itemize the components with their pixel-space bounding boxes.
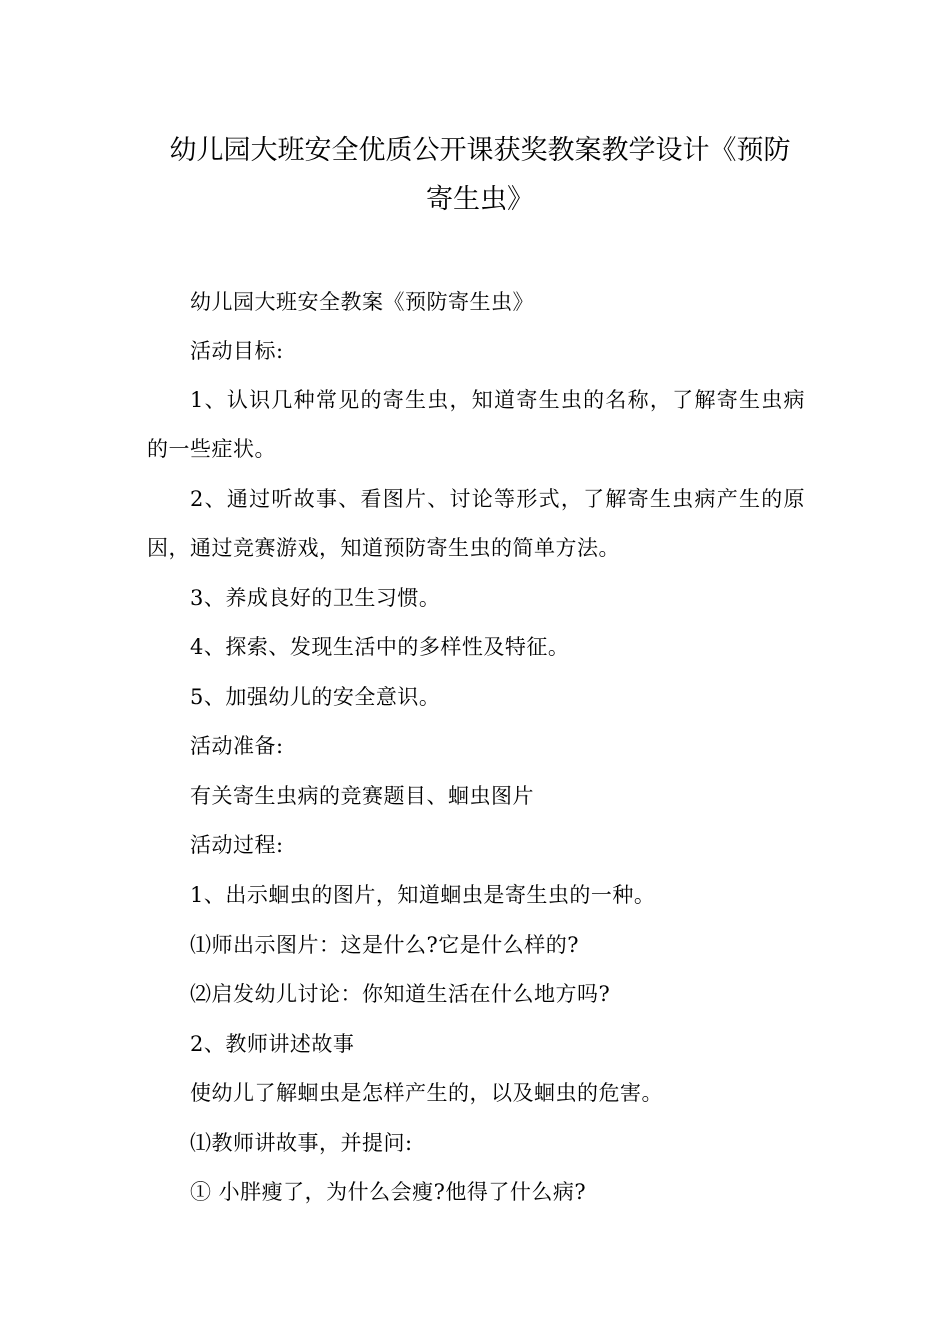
objective-3-line: 3、养成良好的卫生习惯。 <box>190 586 441 610</box>
objective-2-line-2: 因，通过竞赛游戏，知道预防寄生虫的简单方法。 <box>147 536 620 560</box>
process-step-1-sub-1-line: ⑴师出示图片：这是什么?它是什么样的? <box>190 933 580 957</box>
objective-4-line: 4、探索、发现生活中的多样性及特征。 <box>190 635 570 659</box>
document-title-line-1: 幼儿园大班安全优质公开课获奖教案教学设计《预防 <box>169 135 791 166</box>
document-title-line-2: 寄生虫》 <box>426 184 534 215</box>
process-step-2-line: 2、教师讲述故事 <box>190 1032 355 1056</box>
objective-5-line: 5、加强幼儿的安全意识。 <box>190 685 441 709</box>
process-step-1-sub-2-line: ⑵启发幼儿讨论：你知道生活在什么地方吗? <box>190 982 611 1006</box>
section-heading-process: 活动过程: <box>190 833 284 857</box>
objective-2-line-1: 2、通过听故事、看图片、讨论等形式，了解寄生虫病产生的原 <box>190 487 805 511</box>
process-step-2-sub-1-line: ⑴教师讲故事，并提问: <box>190 1131 413 1155</box>
objective-1-line-2: 的一些症状。 <box>147 437 276 461</box>
preparation-line: 有关寄生虫病的竞赛题目、蛔虫图片 <box>190 784 534 808</box>
objective-1-line-1: 1、认识几种常见的寄生虫，知道寄生虫的名称，了解寄生虫病 <box>190 388 805 412</box>
section-heading-objectives: 活动目标: <box>190 339 284 363</box>
subtitle-line: 幼儿园大班安全教案《预防寄生虫》 <box>190 290 534 314</box>
process-step-1-line: 1、出示蛔虫的图片，知道蛔虫是寄生虫的一种。 <box>190 883 656 907</box>
section-heading-preparation: 活动准备: <box>190 734 284 758</box>
process-step-2-question-1-line: ① 小胖瘦了，为什么会瘦?他得了什么病? <box>190 1180 587 1204</box>
process-step-2-desc-line: 使幼儿了解蛔虫是怎样产生的，以及蛔虫的危害。 <box>190 1081 663 1105</box>
